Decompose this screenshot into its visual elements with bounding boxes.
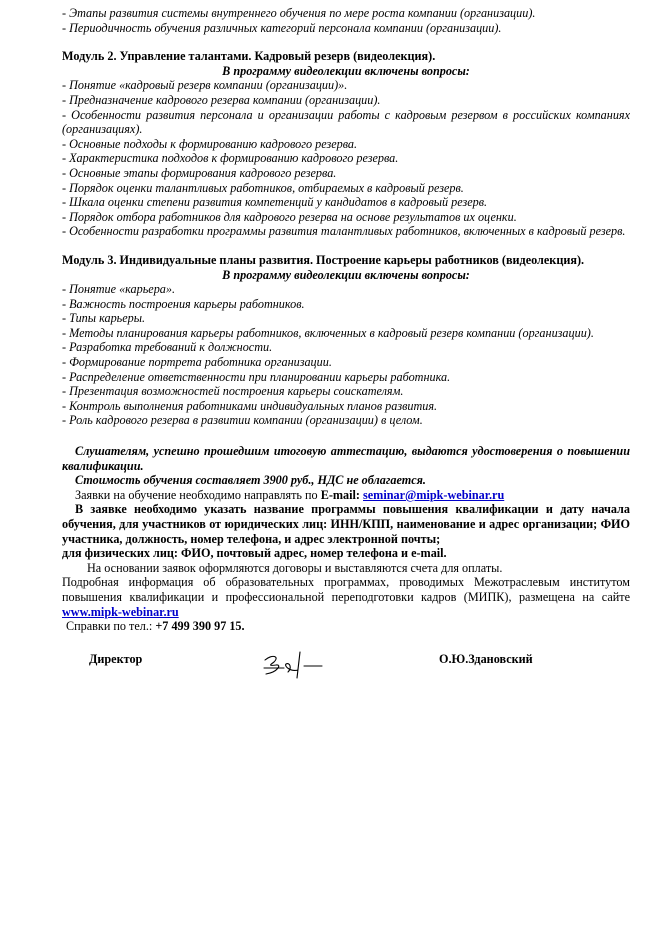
list-item: - Распределение ответственности при планировании карьеры работника. [62, 369, 451, 384]
apply-text [62, 488, 630, 503]
document-page [62, 6, 630, 682]
list-item: - Формирование портрета работника организации. [62, 355, 332, 370]
list-item: - Понятие «кадровый резерв компании (организации)». [62, 78, 348, 93]
list-item: - Шкала оценки степени развития компетенций у кандидатов в кадровый резерв. [62, 195, 488, 210]
list-item: - Основные этапы формирования кадрового резерва. [62, 165, 337, 180]
module-2-title: Модуль 2. Управление талантами. Кадровый резерв (видеолекция). [62, 49, 436, 64]
list-item: - Разработка требований к должности. [62, 340, 273, 355]
list-item: - Основные подходы к формированию кадрового резерва. [62, 136, 358, 151]
list-item: - Порядок оценки талантливых работников, отбираемых в кадровый резерв. [62, 180, 464, 195]
list-item: - Презентация возможностей построения карьеры соискателям. [62, 384, 404, 399]
contracts-text: На основании заявок оформляются договоры и выставляются счета для оплаты. [87, 560, 503, 575]
requirements-text: В заявке необходимо указать название программы повышения квалификации и дату начала обучения, для участников от юридических лиц: ИНН/КПП, наименование и адрес организации; ФИО участника, должность, номер телефона, и адрес электронной почты; [62, 502, 630, 546]
website-link[interactable]: www.mipk-webinar.ru [62, 604, 179, 619]
more-info-body: Подробная информация об образовательных программах, проводимых Межотраслевым институтом повышения квалификации и профессиональной переподготовки кадров (МИПК), размещена на сайте [62, 575, 630, 604]
module-3-title: Модуль 3. Индивидуальные планы развития. Построение карьеры работников (видеолекция). [62, 252, 585, 267]
list-item: - Особенности разработки программы развития талантливых работников, включенных в кадровый резерв. [62, 224, 626, 239]
email-link[interactable]: seminar@mipk-webinar.ru [363, 487, 505, 502]
module-3-subtitle: В программу видеолекции включены вопросы: [222, 267, 470, 282]
more-info-text [62, 575, 630, 619]
list-item: - Контроль выполнения работниками индивидуальных планов развития. [62, 398, 438, 413]
list-item: - Методы планирования карьеры работников, включенных в кадровый резерв компании (организации). [62, 325, 594, 340]
list-item: - Особенности развития персонала и организации работы с кадровым резервом в российских компаниях (организациях). [62, 107, 630, 137]
module-2-section [62, 49, 630, 239]
list-item: - Характеристика подходов к формированию кадрового резерва. [62, 151, 399, 166]
list-item: - Периодичность обучения различных категорий персонала компании (организации). [62, 20, 502, 35]
apply-prefix: Заявки на обучение необходимо направлять по [75, 487, 321, 502]
list-item: - Этапы развития системы внутреннего обучения по мере роста компании (организации). [62, 6, 536, 20]
list-item: - Роль кадрового резерва в развитии компании (организации) в целом. [62, 413, 423, 428]
cost-text: Стоимость обучения составляет 3900 руб., НДС не облагается. [75, 473, 426, 488]
list-item: - Понятие «карьера». [62, 282, 176, 297]
signature-row [62, 648, 630, 682]
phone-text [62, 619, 630, 634]
list-item: - Порядок отбора работников для кадрового резерва на основе результатов их оценки. [62, 209, 517, 224]
phone-number: +7 499 390 97 15. [155, 619, 245, 634]
handwritten-signature [260, 648, 330, 682]
module-2-subtitle: В программу видеолекции включены вопросы: [222, 63, 470, 78]
email-label: E-mail: [320, 487, 364, 502]
info-section [62, 444, 630, 634]
requirements-individuals-text: для физических лиц: ФИО, почтовый адрес, номер телефона и e-mail. [62, 546, 447, 561]
director-name: О.Ю.Здановский [439, 651, 533, 666]
phone-label: Справки по тел.: [66, 619, 156, 634]
certificate-text: Слушателям, успешно прошедшим итоговую аттестацию, выдаются удостоверения о повышении квалификации. [62, 444, 630, 473]
list-item: - Предназначение кадрового резерва компании (организации). [62, 92, 381, 107]
top-list [62, 6, 630, 35]
director-title: Директор [89, 651, 143, 666]
list-item: - Типы карьеры. [62, 311, 146, 326]
module-3-section [62, 253, 630, 428]
list-item: - Важность построения карьеры работников. [62, 296, 305, 311]
